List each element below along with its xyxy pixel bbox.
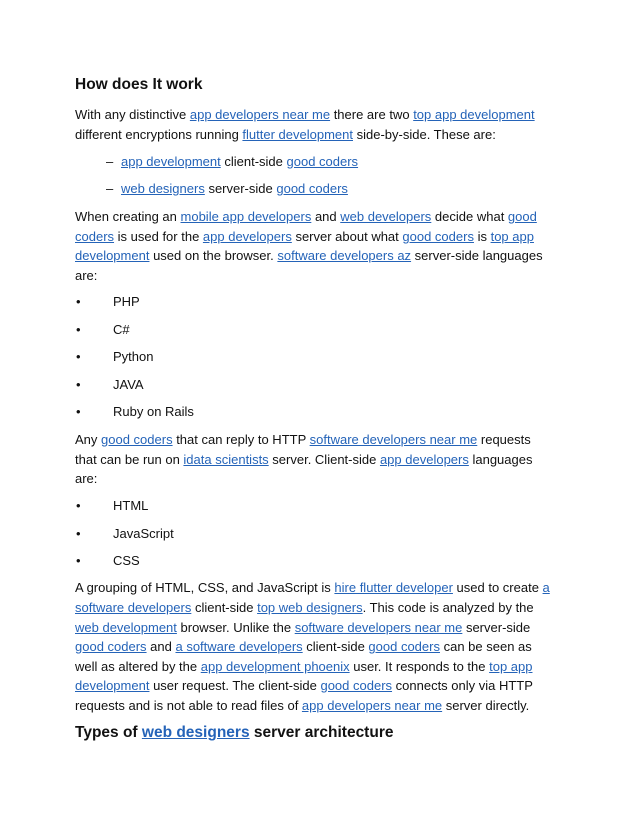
text-span: there are two [330,107,414,122]
text-span: can be seen as [439,639,532,654]
dash-list-item [121,154,358,170]
text-span: are: [75,268,98,283]
text-span: client-side [191,600,258,615]
text-span: A grouping of HTML, CSS, and JavaScript is [75,580,335,595]
link[interactable]: app developers near me [189,107,331,122]
text-span: requests and is not able to read files of [75,698,302,713]
link[interactable]: hire flutter developer [334,580,453,595]
list-item: CSS [113,553,140,568]
paragraph-line [75,580,550,596]
bullet-marker: • [76,377,81,392]
paragraph-line [75,600,534,616]
link[interactable]: top web designers [257,600,363,615]
bullet-marker: • [76,322,81,337]
link[interactable]: good coders [286,154,359,169]
paragraph-line [75,107,535,123]
text-span: user request. The client-side [149,678,321,693]
text-span: decide what [431,209,508,224]
link[interactable]: top app development [413,107,535,122]
link[interactable]: top app [490,229,534,244]
paragraph-line [75,698,529,714]
text-span: and [146,639,176,654]
paragraph-line [75,659,532,675]
paragraph-line [75,678,533,694]
list-item: PHP [113,294,140,309]
list-item: JavaScript [113,526,174,541]
link[interactable]: app developers near me [301,698,443,713]
link[interactable]: software developers near me [294,620,463,635]
link[interactable]: web development [75,620,177,635]
text-span: that can be run on [75,452,184,467]
link[interactable]: app developers [202,229,292,244]
text-span: used to create [452,580,543,595]
bullet-marker: • [76,404,81,419]
text-span: that can reply to HTTP [172,432,310,447]
dash-marker: – [106,154,114,169]
dash-list-item [121,181,348,197]
section-heading [75,724,393,742]
text-span: side-by-side. These are: [353,127,496,142]
paragraph-line [75,471,97,487]
text-span: Any [75,432,102,447]
link[interactable]: good coders [368,639,440,654]
bullet-marker: • [76,553,81,568]
link[interactable]: development [75,248,150,263]
paragraph-line [75,268,97,284]
link[interactable]: good coders [75,639,147,654]
text-span: server-side [204,181,277,196]
link[interactable]: a [542,580,550,595]
link[interactable]: web developers [340,209,432,224]
text-span: user. It responds to the [349,659,490,674]
link[interactable]: software developers [75,600,192,615]
paragraph-line [75,639,532,655]
link[interactable]: app development phoenix [200,659,350,674]
link[interactable]: web designers [141,724,250,741]
link[interactable]: app developers [379,452,469,467]
link[interactable]: idata scientists [183,452,269,467]
text-span: Types of [75,724,142,741]
link[interactable]: software developers near me [309,432,478,447]
link[interactable]: good coders [276,181,348,196]
text-span: server directly. [442,698,530,713]
paragraph-line [75,620,530,636]
link[interactable]: good coders [101,432,173,447]
link[interactable]: coders [75,229,115,244]
text-span: is used for the [114,229,203,244]
link[interactable]: mobile app developers [180,209,312,224]
link[interactable]: good coders [320,678,393,693]
text-span: client-side [220,154,287,169]
link[interactable]: flutter development [242,127,353,142]
bullet-marker: • [76,498,81,513]
text-span: server-side [462,620,531,635]
text-span: are: [75,471,98,486]
text-span: connects only via HTTP [392,678,533,693]
bullet-marker: • [76,294,81,309]
list-item: JAVA [113,377,144,392]
paragraph-line [75,229,534,245]
link[interactable]: development [75,678,150,693]
bullet-marker: • [76,349,81,364]
link[interactable]: good [507,209,537,224]
text-span: With any distinctive [75,107,190,122]
text-span: When creating an [75,209,181,224]
paragraph-line [75,209,537,225]
text-span: different encryptions running [75,127,243,142]
paragraph-line [75,127,496,143]
text-span: server about what [291,229,403,244]
list-item: Python [113,349,154,364]
link[interactable]: a software developers [175,639,303,654]
paragraph-line [75,432,531,448]
list-item: HTML [113,498,149,513]
text-span: . This code is analyzed by the [362,600,534,615]
link[interactable]: web designers [121,181,205,196]
link[interactable]: good coders [402,229,474,244]
link[interactable]: software developers az [277,248,412,263]
text-span: languages [468,452,533,467]
text-span: requests [477,432,531,447]
text-span: browser. Unlike the [176,620,295,635]
section-heading: How does It work [75,76,203,93]
text-span: well as altered by the [75,659,201,674]
paragraph-line [75,452,532,468]
list-item: Ruby on Rails [113,404,194,419]
text-span: server. Client-side [268,452,380,467]
text-span: used on the browser. [149,248,278,263]
link[interactable]: top app [489,659,533,674]
list-item: C# [113,322,130,337]
bullet-marker: • [76,526,81,541]
text-span: server architecture [249,724,394,741]
text-span: server-side languages [411,248,543,263]
text-span: is [473,229,491,244]
text-span: client-side [302,639,369,654]
paragraph-line [75,248,543,264]
dash-marker: – [106,181,114,196]
link[interactable]: app development [121,154,221,169]
text-span: and [311,209,341,224]
